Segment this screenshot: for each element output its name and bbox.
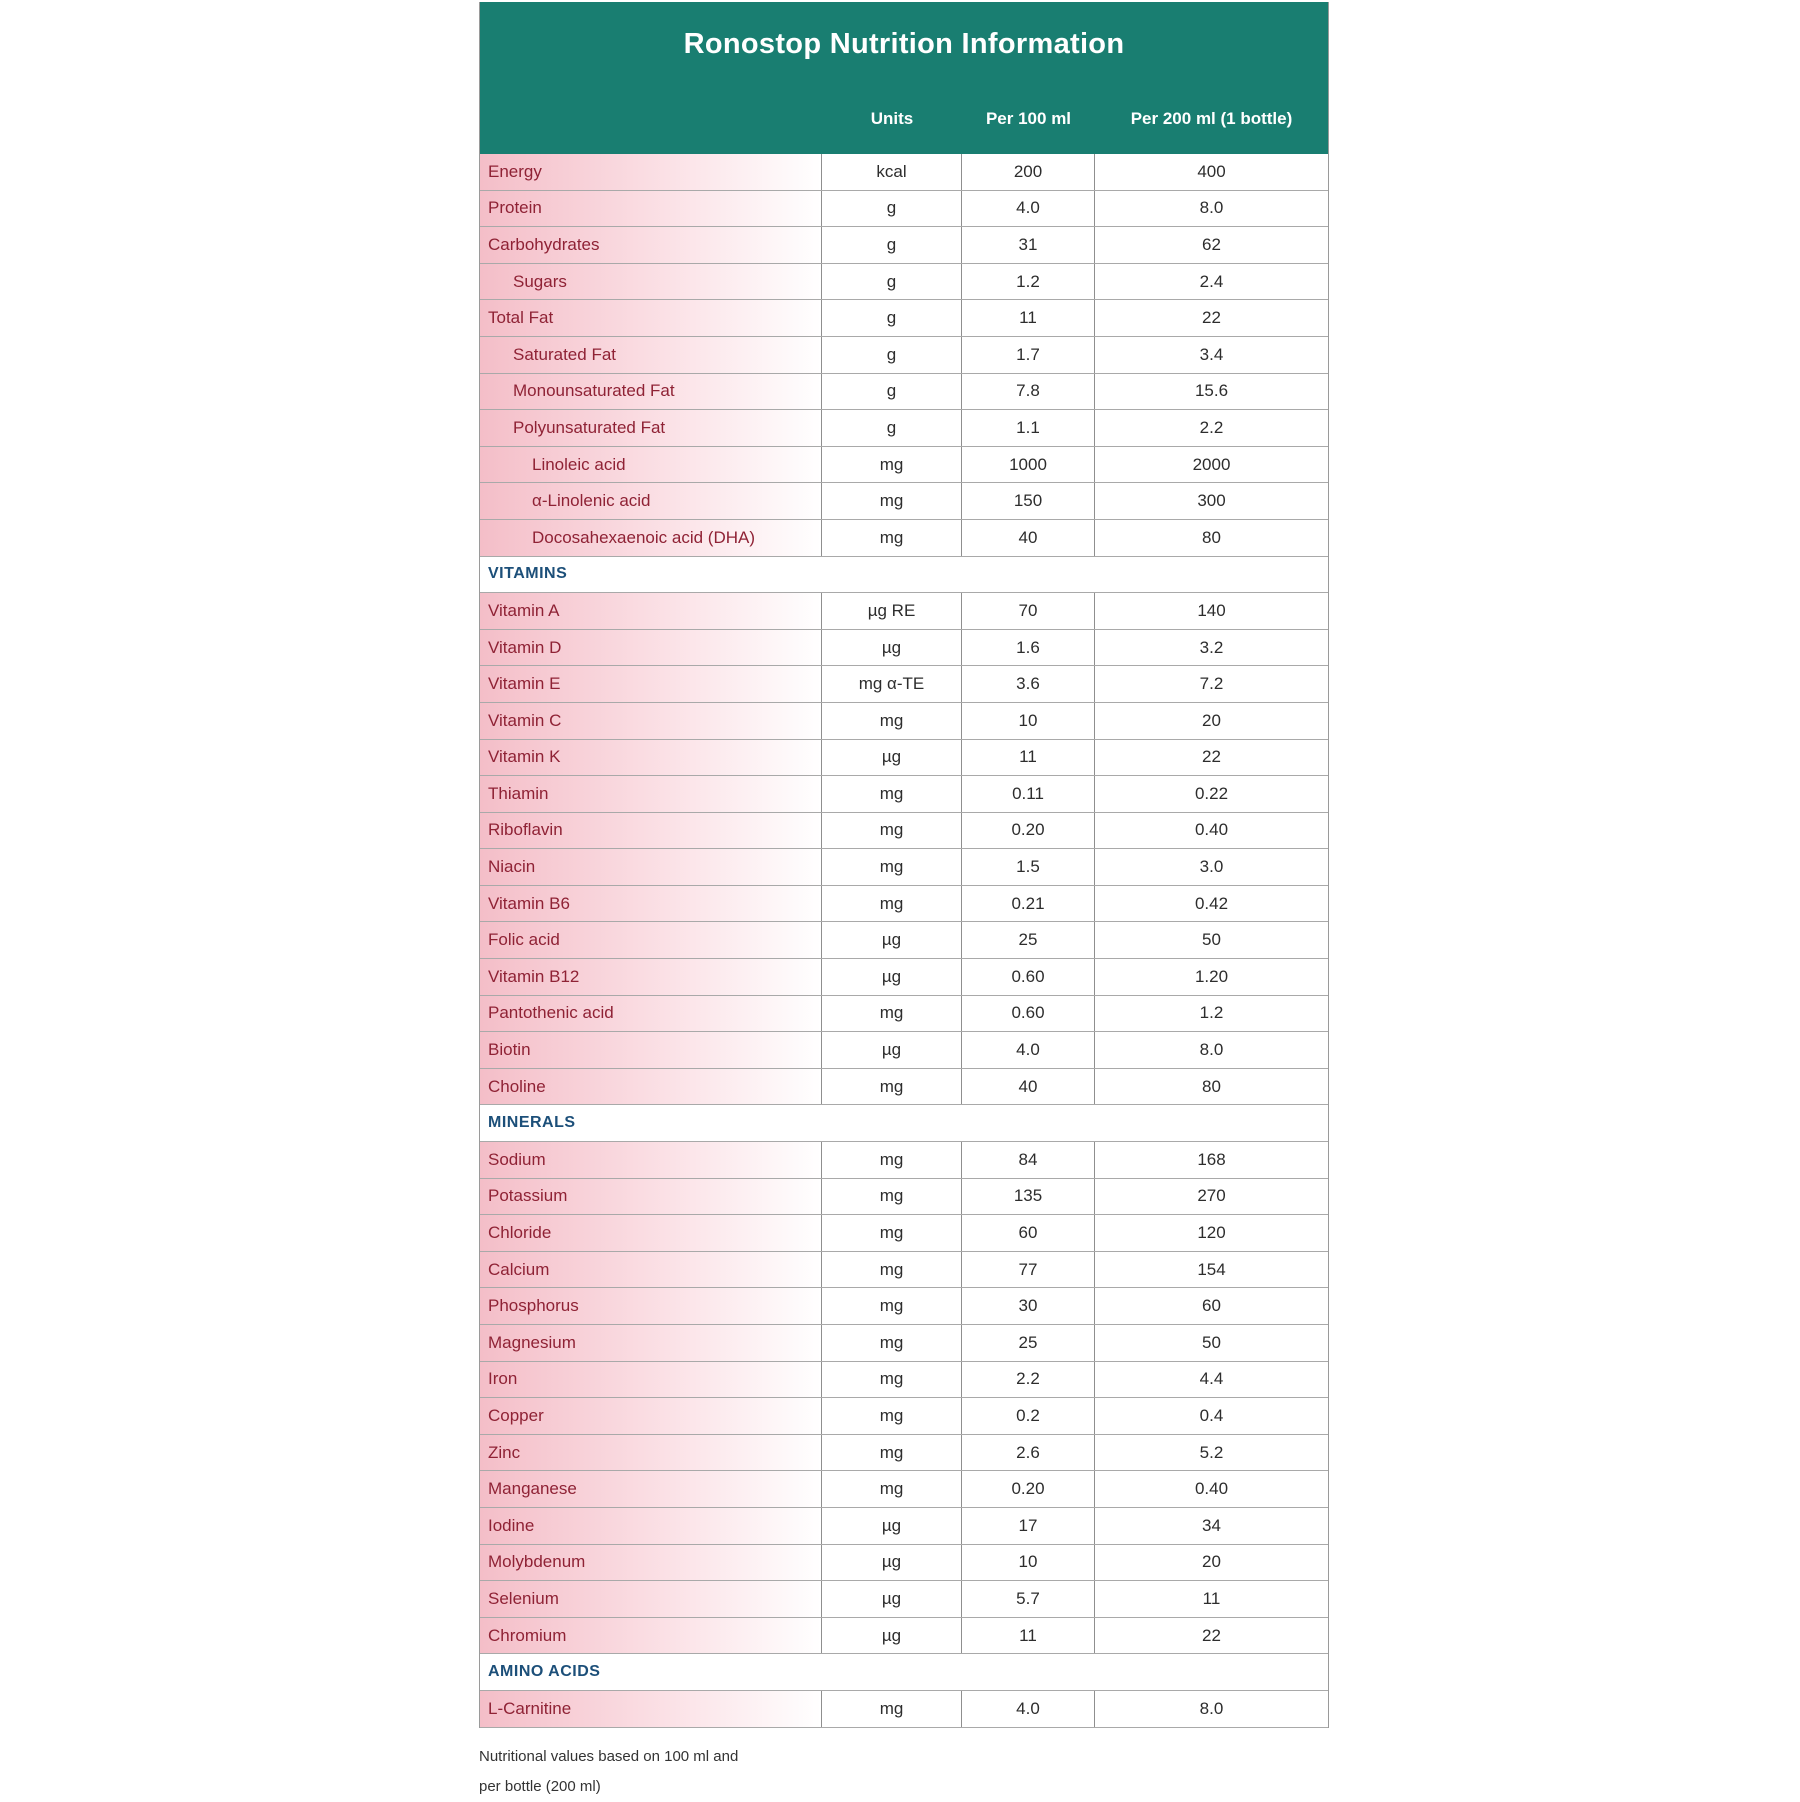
per-bottle-cell: 20 [1202,1552,1221,1572]
table-row [480,1032,1328,1069]
table-row [480,1581,1328,1618]
nutrient-name: Vitamin D [480,630,822,666]
unit-cell: g [822,227,962,263]
nutrient-name: Selenium [480,1581,822,1617]
per-100ml-cell: 1.5 [962,849,1095,885]
table-row [480,630,1328,667]
unit-cell: µg [822,922,962,958]
table-row [480,1618,1328,1655]
nutrient-name: Choline [480,1069,822,1105]
per-bottle-cell: 4.4 [1199,1369,1224,1389]
table-row [480,1691,1328,1728]
per-100ml-cell: 200 [962,154,1095,190]
per-bottle-cell: 140 [1197,600,1226,620]
per-bottle-cell: 154 [1197,1259,1226,1279]
nutrient-name: Vitamin B12 [480,959,822,995]
per-100ml-cell: 0.20 [962,1471,1095,1507]
per-100ml-cell: 4.0 [962,191,1095,227]
unit-cell: mg [822,886,962,922]
per-bottle-cell: 8.0 [1199,1040,1224,1060]
per-bottle-cell: 8.0 [1199,198,1224,218]
per-bottle-cell: 80 [1202,527,1221,547]
per-100ml-cell: 4.0 [962,1691,1095,1727]
table-title: Ronostop Nutrition Information [683,28,1125,60]
table-header [480,2,1328,154]
per-100ml-cell: 60 [962,1215,1095,1251]
unit-cell: mg [822,1215,962,1251]
unit-cell: g [822,410,962,446]
unit-cell: µg [822,1581,962,1617]
nutrient-name: Protein [480,191,822,227]
unit-cell: mg [822,1398,962,1434]
unit-cell: g [822,300,962,336]
table-row [480,1398,1328,1435]
nutrient-name: Linoleic acid [480,447,822,483]
unit-cell: mg [822,1325,962,1361]
nutrient-name: Potassium [480,1179,822,1215]
table-row [480,227,1328,264]
per-100ml-cell: 25 [962,922,1095,958]
unit-cell: mg α-TE [822,666,962,702]
per-bottle-cell: 50 [1202,1332,1221,1352]
nutrient-name: Vitamin K [480,740,822,776]
nutrient-name: Saturated Fat [480,337,822,373]
per-100ml-cell: 25 [962,1325,1095,1361]
table-row [480,1471,1328,1508]
footnote-line-2: per bottle (200 ml) [479,1778,601,1795]
unit-cell: µg [822,1545,962,1581]
nutrient-name: Monounsaturated Fat [480,374,822,410]
nutrient-name: Chromium [480,1618,822,1654]
table-row [480,703,1328,740]
nutrient-name: Folic acid [480,922,822,958]
nutrient-name: Energy [480,154,822,190]
per-bottle-cell: 400 [1197,161,1226,181]
per-bottle-cell: 5.2 [1199,1442,1224,1462]
unit-cell: µg [822,1032,962,1068]
nutrient-name: Niacin [480,849,822,885]
unit-cell: mg [822,849,962,885]
nutrient-name: Iron [480,1362,822,1398]
table-row [480,483,1328,520]
per-bottle-cell: 34 [1202,1515,1221,1535]
per-bottle-cell: 0.40 [1194,1479,1229,1499]
table-row [480,1325,1328,1362]
footnote [479,1742,839,1802]
per-100ml-cell: 0.60 [962,996,1095,1032]
per-100ml-cell: 10 [962,703,1095,739]
unit-cell: mg [822,1435,962,1471]
section-header-row [480,1654,1328,1691]
nutrient-name: Polyunsaturated Fat [480,410,822,446]
per-100ml-cell: 31 [962,227,1095,263]
per-100ml-cell: 135 [962,1179,1095,1215]
table-row [480,337,1328,374]
per-100ml-cell: 77 [962,1252,1095,1288]
per-bottle-cell: 50 [1202,930,1221,950]
nutrient-name: Vitamin C [480,703,822,739]
per-100ml-cell: 0.20 [962,813,1095,849]
per-100ml-cell: 4.0 [962,1032,1095,1068]
table-row [480,813,1328,850]
per-bottle-cell: 120 [1197,1223,1226,1243]
per-bottle-cell: 11 [1202,1588,1221,1608]
per-100ml-cell: 40 [962,520,1095,556]
nutrient-name: Sodium [480,1142,822,1178]
nutrient-name: Carbohydrates [480,227,822,263]
per-bottle-cell: 2000 [1192,454,1231,474]
table-row [480,996,1328,1033]
per-100ml-cell: 0.2 [962,1398,1095,1434]
table-row [480,154,1328,191]
section-title: MINERALS [480,1105,822,1141]
section-header-row [480,1105,1328,1142]
per-100ml-cell: 0.11 [962,776,1095,812]
nutrient-name: Docosahexaenoic acid (DHA) [480,520,822,556]
table-row [480,264,1328,301]
column-header-units: Units [870,109,914,128]
table-row [480,1545,1328,1582]
unit-cell: g [822,374,962,410]
unit-cell: mg [822,1362,962,1398]
table-row [480,191,1328,228]
nutrient-name: Calcium [480,1252,822,1288]
nutrient-name: Riboflavin [480,813,822,849]
per-100ml-cell: 2.6 [962,1435,1095,1471]
table-row [480,593,1328,630]
per-100ml-cell: 1.1 [962,410,1095,446]
unit-cell: mg [822,1252,962,1288]
per-100ml-cell: 10 [962,1545,1095,1581]
per-bottle-cell: 80 [1202,1076,1221,1096]
nutrition-table [479,2,1329,1728]
unit-cell: µg RE [822,593,962,629]
table-row [480,666,1328,703]
unit-cell: mg [822,1142,962,1178]
unit-cell: µg [822,959,962,995]
per-100ml-cell: 84 [962,1142,1095,1178]
table-row [480,1508,1328,1545]
table-row [480,1215,1328,1252]
per-bottle-cell: 8.0 [1199,1698,1224,1718]
per-bottle-cell: 60 [1202,1296,1221,1316]
table-row [480,1362,1328,1399]
nutrient-name: Iodine [480,1508,822,1544]
unit-cell: g [822,337,962,373]
nutrient-name: Chloride [480,1215,822,1251]
footnote-line-1: Nutritional values based on 100 ml and [479,1748,739,1765]
nutrient-name: Copper [480,1398,822,1434]
per-100ml-cell: 11 [962,300,1095,336]
per-bottle-cell: 300 [1197,491,1226,511]
unit-cell: mg [822,1691,962,1727]
table-body [480,154,1328,1728]
per-bottle-cell: 3.4 [1199,344,1224,364]
nutrient-name: Vitamin A [480,593,822,629]
per-bottle-cell: 1.2 [1199,1003,1224,1023]
per-bottle-cell: 0.22 [1194,783,1229,803]
per-bottle-cell: 0.42 [1194,893,1229,913]
table-row [480,959,1328,996]
per-bottle-cell: 1.20 [1194,966,1229,986]
per-bottle-cell: 0.40 [1194,820,1229,840]
unit-cell: mg [822,447,962,483]
table-row [480,374,1328,411]
per-100ml-cell: 2.2 [962,1362,1095,1398]
nutrient-name: Phosphorus [480,1288,822,1324]
per-100ml-cell: 1.6 [962,630,1095,666]
unit-cell: µg [822,1618,962,1654]
per-100ml-cell: 40 [962,1069,1095,1105]
per-bottle-cell: 15.6 [1194,381,1229,401]
per-100ml-cell: 150 [962,483,1095,519]
per-100ml-cell: 70 [962,593,1095,629]
table-row [480,1435,1328,1472]
per-bottle-cell: 22 [1202,747,1221,767]
unit-cell: mg [822,1288,962,1324]
unit-cell: mg [822,1179,962,1215]
nutrient-name: Zinc [480,1435,822,1471]
table-row [480,776,1328,813]
per-100ml-cell: 1.2 [962,264,1095,300]
table-row [480,886,1328,923]
per-100ml-cell: 17 [962,1508,1095,1544]
unit-cell: mg [822,483,962,519]
unit-cell: µg [822,1508,962,1544]
unit-cell: g [822,191,962,227]
per-bottle-cell: 20 [1202,710,1221,730]
unit-cell: kcal [822,154,962,190]
section-title: VITAMINS [480,557,822,593]
per-bottle-cell: 3.0 [1199,857,1224,877]
nutrient-name: Total Fat [480,300,822,336]
table-row [480,922,1328,959]
unit-cell: mg [822,813,962,849]
unit-cell: mg [822,703,962,739]
unit-cell: mg [822,1471,962,1507]
unit-cell: µg [822,630,962,666]
column-header-per-bottle: Per 200 ml (1 bottle) [1130,109,1293,128]
per-bottle-cell: 3.2 [1199,637,1224,657]
per-100ml-cell: 3.6 [962,666,1095,702]
per-100ml-cell: 0.21 [962,886,1095,922]
table-row [480,300,1328,337]
table-row [480,1288,1328,1325]
unit-cell: mg [822,776,962,812]
nutrient-name: Manganese [480,1471,822,1507]
unit-cell: µg [822,740,962,776]
per-bottle-cell: 2.2 [1199,417,1224,437]
per-bottle-cell: 7.2 [1199,674,1224,694]
nutrient-name: Vitamin E [480,666,822,702]
nutrient-name: Molybdenum [480,1545,822,1581]
nutrient-name: Sugars [480,264,822,300]
table-row [480,1142,1328,1179]
table-row [480,849,1328,886]
table-row [480,1069,1328,1106]
section-header-row [480,557,1328,594]
table-row [480,520,1328,557]
per-100ml-cell: 7.8 [962,374,1095,410]
table-row [480,1252,1328,1289]
nutrient-name: Vitamin B6 [480,886,822,922]
per-bottle-cell: 62 [1202,234,1221,254]
per-100ml-cell: 0.60 [962,959,1095,995]
nutrient-name: Biotin [480,1032,822,1068]
table-row [480,410,1328,447]
per-bottle-cell: 22 [1202,308,1221,328]
per-100ml-cell: 5.7 [962,1581,1095,1617]
nutrient-name: L-Carnitine [480,1691,822,1727]
per-bottle-cell: 22 [1202,1625,1221,1645]
per-bottle-cell: 168 [1197,1149,1226,1169]
section-title: AMINO ACIDS [480,1654,822,1690]
per-100ml-cell: 1.7 [962,337,1095,373]
unit-cell: mg [822,996,962,1032]
per-100ml-cell: 1000 [962,447,1095,483]
table-row [480,1179,1328,1216]
per-100ml-cell: 30 [962,1288,1095,1324]
nutrient-name: Thiamin [480,776,822,812]
per-bottle-cell: 270 [1197,1186,1226,1206]
unit-cell: mg [822,520,962,556]
per-bottle-cell: 2.4 [1199,271,1224,291]
column-header-per-100ml: Per 100 ml [985,109,1072,128]
table-row [480,740,1328,777]
table-row [480,447,1328,484]
nutrient-name: Pantothenic acid [480,996,822,1032]
unit-cell: g [822,264,962,300]
per-100ml-cell: 11 [962,1618,1095,1654]
nutrient-name: α-Linolenic acid [480,483,822,519]
per-100ml-cell: 11 [962,740,1095,776]
nutrient-name: Magnesium [480,1325,822,1361]
per-bottle-cell: 0.4 [1199,1405,1224,1425]
unit-cell: mg [822,1069,962,1105]
